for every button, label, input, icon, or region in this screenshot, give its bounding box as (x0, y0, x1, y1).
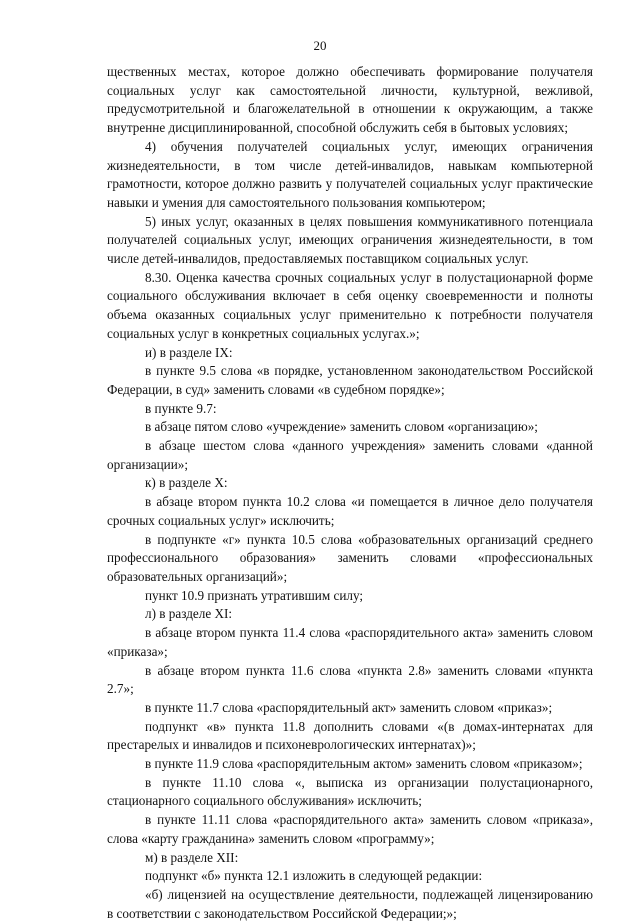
paragraph: 5) иных услуг, оказанных в целях повышения коммуникативного потенциала получателей социальных услуг, имеющих ограничения жизнедеятельности, в том числе детей-инвалидов, предоставляемых поставщиком социальных услуг. (107, 213, 593, 267)
paragraph: м) в разделе XII: (145, 849, 239, 865)
document-body (107, 63, 593, 923)
paragraph: и) в разделе IX: (145, 344, 233, 360)
paragraph: в пункте 9.7: (145, 400, 217, 416)
paragraph: пункт 10.9 признать утратившим силу; (145, 587, 364, 603)
paragraph: в пункте 11.11 слова «распорядительного акта» заменить словом «приказа», слова «карту гражданина» заменить словом «программу»; (107, 812, 593, 846)
paragraph: в абзаце пятом слово «учреждение» заменить словом «организацию»; (145, 419, 538, 435)
paragraph: в пункте 9.5 слова «в порядке, установленном законодательством Российской Федерации, в суд» заменить словами «в судебном порядке»; (107, 363, 593, 397)
paragraph: в абзаце шестом слова «данного учреждения» заменить словами «данной организации»; (107, 438, 593, 472)
paragraph: щественных местах, которое должно обеспечивать формирование получателя социальных услуг как самостоятельной личности, культурной, вежливой, предусмотрительной и благожелательной в отношении к окружающим, а также внутренне дисциплинированной, способной обслужить себя в бытовых условиях; (107, 64, 593, 136)
paragraph: в пункте 11.7 слова «распорядительный акт» заменить словом «приказ»; (145, 699, 553, 715)
paragraph: в подпункте «г» пункта 10.5 слова «образовательных организаций среднего профессионального образования» заменить словами «профессиональных образовательных организаций»; (107, 531, 593, 584)
paragraph: в пункте 11.9 слова «распорядительным актом» заменить словом «приказом»; (145, 756, 583, 772)
paragraph: л) в разделе XI: (145, 606, 233, 622)
page-number: 20 (313, 38, 327, 53)
paragraph: к) в разделе X: (145, 475, 228, 491)
paragraph: в абзаце втором пункта 11.4 слова «распорядительного акта» заменить словом «приказа»; (107, 625, 593, 659)
paragraph: в абзаце втором пункта 11.6 слова «пункта 2.8» заменить словами «пункта 2.7»; (107, 662, 593, 697)
paragraph: подпункт «в» пункта 11.8 дополнить словами «(в домах-интернатах для престарелых и инвалидов и психоневрологических интернатах)»; (107, 718, 593, 753)
paragraph: 8.30. Оценка качества срочных социальных услуг в полустационарной форме социального обслуживания включает в себя оценку своевременности и полноты объема оказанных социальных услуг применительно к потребности получателя социальных услуг в конкретных социальных услугах.»; (107, 269, 593, 341)
paragraph: 4) обучения получателей социальных услуг, имеющих ограничения жизнедеятельности, в том числе детей-инвалидов, навыкам компьютерной грамотности, которое должно развить у получателей социальных услуг практические навыки и умения для самостоятельного пользования компьютером; (107, 138, 593, 210)
paragraph: подпункт «б» пункта 12.1 изложить в следующей редакции: (145, 868, 483, 884)
paragraph: «б) лицензией на осуществление деятельности, подлежащей лицензированию в соответствии с законодательством Российской Федерации;»; (107, 886, 593, 921)
paragraph: в абзаце втором пункта 10.2 слова «и помещается в личное дело получателя срочных социальных услуг» исключить; (107, 494, 593, 528)
paragraph: в пункте 11.10 слова «, выписка из организации полустационарного, стационарного социального обслуживания» исключить; (107, 774, 593, 809)
